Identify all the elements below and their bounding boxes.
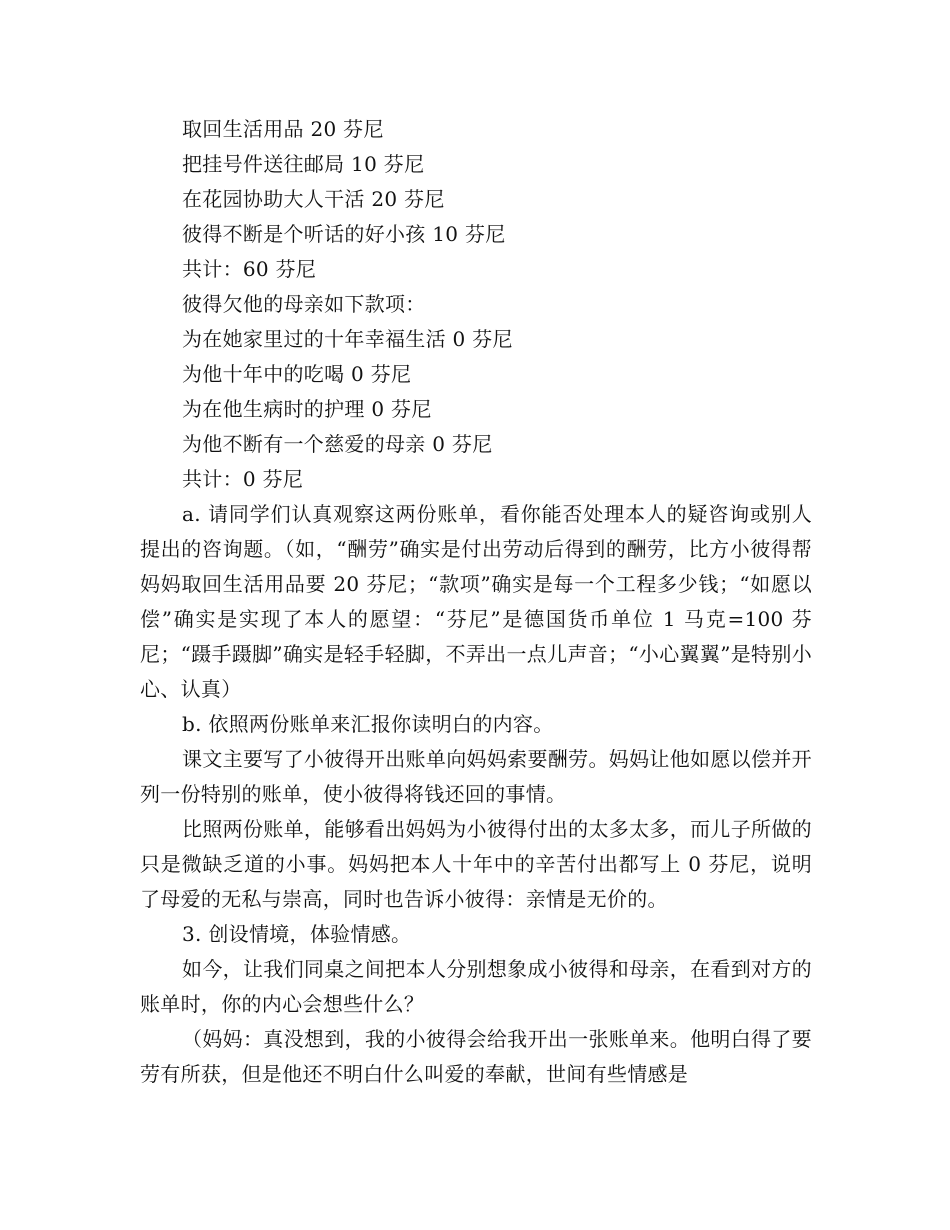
- paragraph-scenario: 如今，让我们同桌之间把本人分别想象成小彼得和母亲，在看到对方的账单时，你的内心会想些什么？: [140, 957, 812, 1016]
- bill-item: 为他十年中的吃喝 0 芬尼: [182, 362, 412, 386]
- section-heading: 3. 创设情境，体验情感。: [182, 922, 412, 946]
- bill-item: 把挂号件送往邮局 10 芬尼: [182, 152, 425, 176]
- bill-item: 为他不断有一个慈爱的母亲 0 芬尼: [182, 432, 493, 456]
- paragraph-a: a. 请同学们认真观察这两份账单，看你能否处理本人的疑咨询或别人提出的咨询题。（如，“酬劳”确实是付出劳动后得到的酬劳，比方小彼得帮妈妈取回生活用品要 20 芬尼；“款项”确实是每一个工程多少钱；“如愿以偿”确实是实现了本人的愿望：“芬尼”是德国货币单位 1 马克=100 芬尼；“蹑手蹑脚”确实是轻手轻脚，不弄出一点儿声音；“小心翼翼”是特别小心、认真）: [140, 502, 812, 701]
- bill-item: 为在他生病时的护理 0 芬尼: [182, 397, 432, 421]
- bill-item: 彼得不断是个听话的好小孩 10 芬尼: [182, 222, 506, 246]
- bill-total: 共计：0 芬尼: [182, 467, 304, 491]
- paragraph-b: b. 依照两份账单来汇报你读明白的内容。: [182, 712, 554, 736]
- bill-item: 为在她家里过的十年幸福生活 0 芬尼: [182, 327, 513, 351]
- bill-item: 在花园协助大人干活 20 芬尼: [182, 187, 445, 211]
- bill-item: 取回生活用品 20 芬尼: [182, 117, 384, 141]
- document-page: [140, 112, 812, 1092]
- bill-total: 共计：60 芬尼: [182, 257, 317, 281]
- paragraph-comparison: 比照两份账单，能够看出妈妈为小彼得付出的太多太多，而儿子所做的只是微缺乏道的小事。妈妈把本人十年中的辛苦付出都写上 0 芬尼，说明了母爱的无私与崇高，同时也告诉小彼得：亲情是无价的。: [140, 817, 812, 911]
- bill-heading: 彼得欠他的母亲如下款项：: [182, 292, 426, 316]
- paragraph-summary: 课文主要写了小彼得开出账单向妈妈索要酬劳。妈妈让他如愿以偿并开列一份特别的账单，使小彼得将钱还回的事情。: [140, 747, 812, 806]
- paragraph-mother: （妈妈：真没想到，我的小彼得会给我开出一张账单来。他明白得了要劳有所获，但是他还不明白什么叫爱的奉献，世间有些情感是: [140, 1027, 812, 1086]
